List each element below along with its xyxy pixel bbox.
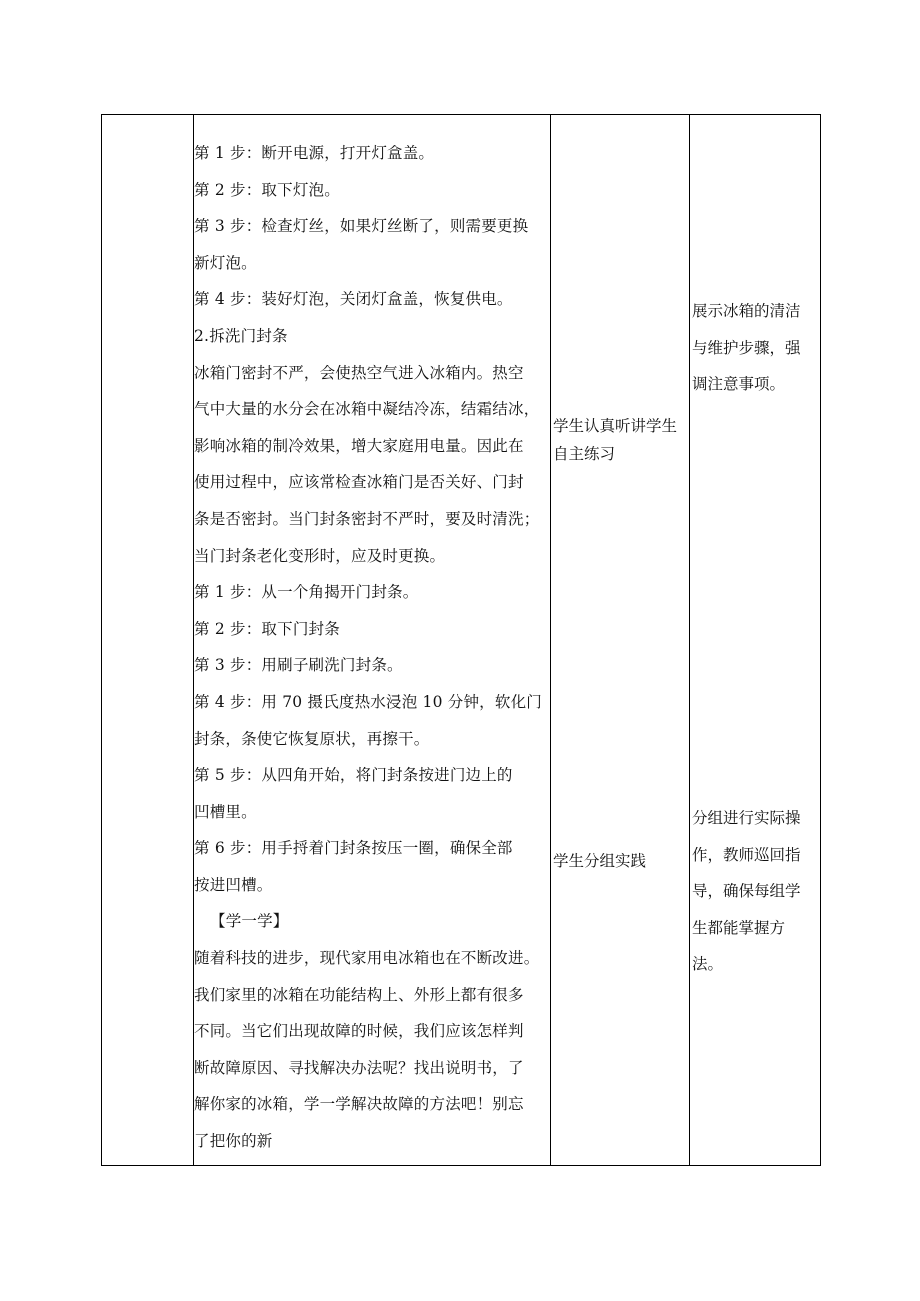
text-line: 当门封条老化变形时，应及时更换。 (194, 546, 446, 565)
text-line: 新灯泡。 (194, 253, 257, 272)
note-line: 展示冰箱的清洁 (692, 302, 801, 320)
text-line: 解你家的冰箱，学一学解决故障的方法吧！别忘 (194, 1095, 524, 1114)
note-line: 作，教师巡回指 (692, 845, 801, 864)
text-line: 第 5 步：从四角开始，将门封条按进门边上的 (194, 766, 513, 785)
procedure-cell (194, 115, 551, 1166)
text-line: 第 1 步：断开电源，打开灯盒盖。 (194, 144, 435, 162)
student-activity-cell (551, 115, 690, 1166)
text-line: 按进凹槽。 (194, 875, 273, 894)
text-line: 封条，条使它恢复原状，再擦干。 (194, 729, 430, 748)
note-line: 生都能掌握方 (692, 918, 786, 937)
table-row (102, 115, 821, 1166)
text-line: 条是否密封。当门封条密封不严时，要及时清洗； (194, 509, 540, 528)
note-line: 与维护步骤，强 (692, 338, 801, 357)
note-line: 法。 (692, 955, 724, 974)
text-line: 了把你的新 (194, 1132, 273, 1151)
text-line: 我们家里的冰箱在功能结构上、外形上都有很多 (194, 985, 524, 1004)
text-line: 影响冰箱的制冷效果，增大家庭用电量。因此在 (194, 436, 524, 455)
text-line: 断故障原因、寻找解决办法呢？找出说明书，了 (194, 1058, 524, 1077)
section-heading: 【学一学】 (210, 912, 289, 931)
section-heading: 2.拆洗门封条 (194, 326, 288, 345)
text-line: 气中大量的水分会在冰箱中凝结冷冻，结霜结冰， (194, 400, 540, 419)
teacher-note-1 (692, 293, 818, 403)
teacher-note-2 (692, 800, 818, 983)
lesson-table (101, 114, 821, 1166)
text-line: 第 6 步：用手捋着门封条按压一圈，确保全部 (194, 839, 513, 858)
text-line: 第 3 步：检查灯丝，如果灯丝断了，则需要更换 (194, 217, 529, 236)
student-activity-1 (553, 412, 687, 468)
note-line: 调注意事项。 (692, 375, 786, 394)
activity-line: 学生认真听讲学生 (553, 417, 678, 435)
text-line: 随着科技的进步，现代家用电冰箱也在不断改进。 (194, 949, 540, 968)
note-line: 分组进行实际操 (692, 809, 801, 827)
note-line: 导，确保每组学 (692, 882, 801, 901)
text-line: 第 2 步：取下门封条 (194, 619, 340, 638)
text-line: 冰箱门密封不严，会使热空气进入冰箱内。热空 (194, 363, 524, 382)
text-line: 凹槽里。 (194, 802, 257, 821)
text-line: 第 1 步：从一个角揭开门封条。 (194, 583, 419, 602)
text-line: 不同。当它们出现故障的时候，我们应该怎样判 (194, 1022, 524, 1041)
text-line: 第 2 步：取下灯泡。 (194, 180, 340, 199)
text-line: 第 3 步：用刷子刷洗门封条。 (194, 656, 403, 675)
procedure-text (194, 115, 550, 1160)
text-line: 使用过程中，应该常检查冰箱门是否关好、门封 (194, 473, 524, 492)
activity-line: 自主练习 (553, 445, 616, 463)
activity-line: 学生分组实践 (553, 852, 647, 870)
student-activity-2 (553, 847, 687, 875)
text-line: 第 4 步：用 70 摄氏度热水浸泡 10 分钟，软化门 (194, 692, 542, 711)
empty-cell (102, 115, 194, 1166)
text-line: 第 4 步：装好灯泡，关闭灯盒盖，恢复供电。 (194, 290, 513, 309)
teacher-note-cell (690, 115, 821, 1166)
